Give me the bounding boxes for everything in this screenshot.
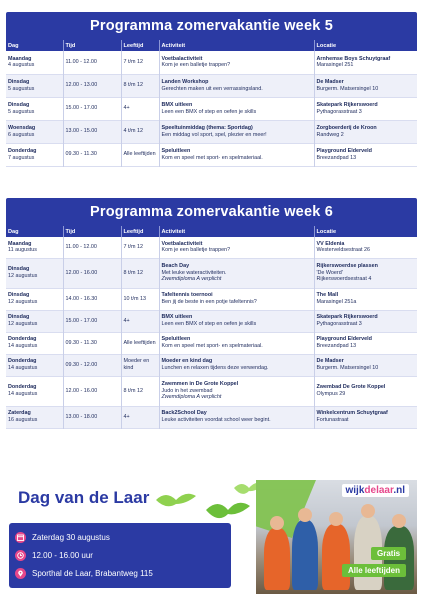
header-location: Locatie	[314, 40, 417, 51]
row-desc: Lunchen en relaxen tijdens deze verwendag.	[161, 365, 269, 371]
row-location-name: VV Eldenia	[316, 240, 345, 247]
row-time: 11.00 - 12.00	[63, 51, 121, 74]
row-location-name: Skatepark Rijkerswoerd	[316, 314, 378, 321]
row-location-name: Arnhemse Boys Schuytgraaf	[316, 55, 391, 62]
header-location: Locatie	[314, 226, 417, 237]
row-age: Moeder en kind	[121, 354, 159, 376]
event-date: Zaterdag 30 augustus	[32, 532, 110, 542]
row-age: 10 t/m 13	[121, 288, 159, 310]
event-time-row	[15, 546, 225, 564]
row-location-name: Zorgboerderij de Kroon	[316, 124, 377, 131]
header-time: Tijd	[63, 40, 121, 51]
row-activity: Beach Day	[161, 262, 190, 269]
row-activity: Tafeltennis toernooi	[161, 292, 213, 299]
row-desc: Met leuke wateractiviteiten.	[161, 269, 227, 276]
header-age: Leeftijd	[121, 40, 159, 51]
row-date: 14 augustus	[8, 343, 38, 349]
row-age: 4+	[121, 97, 159, 120]
row-location-address: Fortunastraat	[316, 417, 349, 423]
row-location-name: Zwembad De Grote Koppel	[316, 384, 386, 391]
row-date: 7 augustus	[8, 154, 35, 161]
row-date: 12 augustus	[8, 273, 38, 279]
header-activity: Activiteit	[159, 226, 314, 237]
row-day: Dinsdag	[8, 292, 30, 299]
row-time: 13.00 - 18.00	[63, 406, 121, 428]
table-row	[6, 354, 417, 376]
row-location-address: Marasingel 251	[316, 62, 354, 69]
row-age: 8 t/m 12	[121, 376, 159, 406]
row-activity: Speeltuinmiddag (thema: Sportdag)	[161, 124, 253, 131]
row-age: 4+	[121, 406, 159, 428]
row-desc: Leen een BMX of step en oefen je skills	[161, 108, 257, 115]
row-location-address: Olympus 29	[316, 391, 346, 397]
row-location-address: Burgerm. Matsersingel 10	[316, 365, 379, 371]
row-date: 5 augustus	[8, 108, 35, 115]
row-time: 14.00 - 16.30	[63, 288, 121, 310]
row-day: Dinsdag	[8, 78, 30, 85]
row-desc: Kom je een balletje trappen?	[161, 247, 231, 254]
week6-title: Programma zomervakantie week 6	[6, 198, 417, 226]
row-location-address: Marasingel 251a	[316, 299, 357, 305]
row-day: Donderdag	[8, 147, 37, 154]
row-date: 12 augustus	[8, 299, 38, 305]
row-time: 12.00 - 16.00	[63, 258, 121, 288]
row-time: 15.00 - 17.00	[63, 310, 121, 332]
row-desc: Kom en speel met sport- en spelmateriaal.	[161, 154, 263, 161]
row-desc: Kom je een balletje trappen?	[161, 62, 231, 69]
row-time: 09.30 - 11.30	[63, 143, 121, 166]
row-location-address: Randweg 2	[316, 131, 344, 138]
row-date: 14 augustus	[8, 365, 38, 371]
header-age: Leeftijd	[121, 226, 159, 237]
row-day: Dinsdag	[8, 314, 30, 321]
row-requirement: Zwemdiploma A verplicht	[161, 276, 222, 283]
row-time: 09.30 - 12.00	[63, 354, 121, 376]
event-place-row	[15, 564, 225, 582]
row-location-name: Playground Elderveld	[316, 147, 372, 154]
row-activity: BMX uitleen	[161, 314, 193, 321]
all-ages-badge: Alle leeftijden	[342, 564, 406, 577]
row-activity: Speluitleen	[161, 147, 191, 154]
week5-table	[6, 40, 417, 167]
row-day: Donderdag	[8, 336, 37, 343]
row-day: Maandag	[8, 240, 32, 247]
table-row	[6, 74, 417, 97]
event-date-row	[15, 528, 225, 546]
table-row	[6, 97, 417, 120]
bird-icon	[206, 498, 250, 524]
row-date: 6 augustus	[8, 131, 35, 138]
week5-title: Programma zomervakantie week 5	[6, 12, 417, 40]
row-time: 12.00 - 16.00	[63, 376, 121, 406]
header-activity: Activiteit	[159, 40, 314, 51]
row-day: Donderdag	[8, 384, 37, 391]
row-day: Dinsdag	[8, 101, 30, 108]
header-day: Dag	[6, 226, 63, 237]
table-row	[6, 51, 417, 74]
week6-section	[6, 198, 417, 429]
row-location-address: Burgerm. Matsersingel 10	[316, 85, 379, 92]
row-location-name: Playground Elderveld	[316, 336, 372, 343]
row-location-name: Rijkerswoerdse plassen	[316, 262, 378, 269]
row-location-address: 'De Woerd'	[316, 269, 343, 276]
row-age: 4+	[121, 310, 159, 332]
row-location-name: Skatepark Rijkerswoerd	[316, 101, 378, 108]
event-place: Sporthal de Laar, Brabantweg 115	[32, 568, 153, 578]
row-day: Zaterdag	[8, 410, 31, 417]
free-badge: Gratis	[371, 547, 406, 560]
clock-icon	[15, 550, 26, 561]
row-age: 8 t/m 12	[121, 258, 159, 288]
row-location-address: Pythagorasstraat 3	[316, 321, 362, 327]
row-activity: Speluitleen	[161, 336, 191, 343]
table-row	[6, 237, 417, 258]
row-location-address-2: Rijkerswoerdsestraat 4	[316, 276, 372, 283]
row-age: 7 t/m 12	[121, 237, 159, 258]
table-row	[6, 310, 417, 332]
row-activity: Zwemmen in De Grote Koppel	[161, 380, 239, 387]
row-activity: Voetbalactiviteit	[161, 240, 203, 247]
row-desc: Gerechten maken uit een verrassingsland.	[161, 85, 263, 92]
table-row	[6, 406, 417, 428]
row-day: Donderdag	[8, 358, 37, 365]
row-location-address: Pythagorasstraat 3	[316, 108, 362, 115]
row-day: Dinsdag	[8, 266, 30, 273]
location-pin-icon	[15, 568, 26, 579]
row-date: 12 augustus	[8, 321, 38, 327]
row-age: 7 t/m 12	[121, 51, 159, 74]
row-time: 13.00 - 15.00	[63, 120, 121, 143]
row-desc: Judo in het zwembad	[161, 387, 213, 394]
table-row	[6, 288, 417, 310]
row-location-address: Breezandpad 13	[316, 154, 357, 161]
table-row	[6, 332, 417, 354]
row-time: 09.30 - 11.30	[63, 332, 121, 354]
row-desc: Leen een BMX of step en oefen je skills	[161, 321, 257, 327]
row-date: 14 augustus	[8, 391, 38, 397]
table-row	[6, 120, 417, 143]
row-date: 5 augustus	[8, 85, 35, 92]
bird-icon	[156, 490, 196, 512]
event-info-box	[9, 523, 231, 588]
row-location-name: Winkelcentrum Schuytgraaf	[316, 410, 388, 417]
event-title: Dag van de Laar	[18, 488, 150, 507]
row-location-address: Breezandpad 13	[316, 343, 357, 349]
row-location-name: De Madser	[316, 358, 344, 365]
event-time: 12.00 - 16.00 uur	[32, 550, 93, 560]
row-location-address: Westerveldsestraat 26	[316, 247, 371, 254]
row-location-name: De Madser	[316, 78, 344, 85]
row-activity: Landen Workshop	[161, 78, 209, 85]
row-day: Woensdag	[8, 124, 36, 131]
row-age: Alle leeftijden	[121, 332, 159, 354]
row-activity: BMX uitleen	[161, 101, 193, 108]
row-desc: Kom en speel met sport- en spelmateriaal.	[161, 343, 263, 349]
header-day: Dag	[6, 40, 63, 51]
header-time: Tijd	[63, 226, 121, 237]
row-age: 4 t/m 12	[121, 120, 159, 143]
row-date: 4 augustus	[8, 62, 35, 69]
row-age: Alle leeftijden	[121, 143, 159, 166]
row-activity: Voetbalactiviteit	[161, 55, 203, 62]
wijkdelaar-logo: wijkdelaar.nl	[342, 484, 410, 497]
row-activity: Moeder en kind dag	[161, 358, 213, 365]
table-row	[6, 376, 417, 406]
row-age: 8 t/m 12	[121, 74, 159, 97]
row-location-name: The Mall	[316, 292, 339, 299]
row-date: 11 augustus	[8, 247, 37, 254]
row-time: 15.00 - 17.00	[63, 97, 121, 120]
table-row	[6, 258, 417, 288]
row-time: 11.00 - 12.00	[63, 237, 121, 258]
table-row	[6, 143, 417, 166]
row-time: 12.00 - 13.00	[63, 74, 121, 97]
row-desc: Ben jij de beste in een potje tafeltennis?	[161, 299, 257, 305]
row-desc: Een middag vol sport, spel, plezier en meer!	[161, 131, 267, 138]
row-date: 16 augustus	[8, 417, 38, 423]
row-desc: Leuke activiteiten voordat school weer begint.	[161, 417, 271, 423]
week6-table	[6, 226, 417, 429]
week5-section	[6, 12, 417, 167]
event-banner	[6, 480, 417, 594]
row-activity: Back2School Day	[161, 410, 207, 417]
row-day: Maandag	[8, 55, 32, 62]
calendar-icon	[15, 532, 26, 543]
row-requirement: Zwemdiploma A verplicht	[161, 394, 222, 401]
